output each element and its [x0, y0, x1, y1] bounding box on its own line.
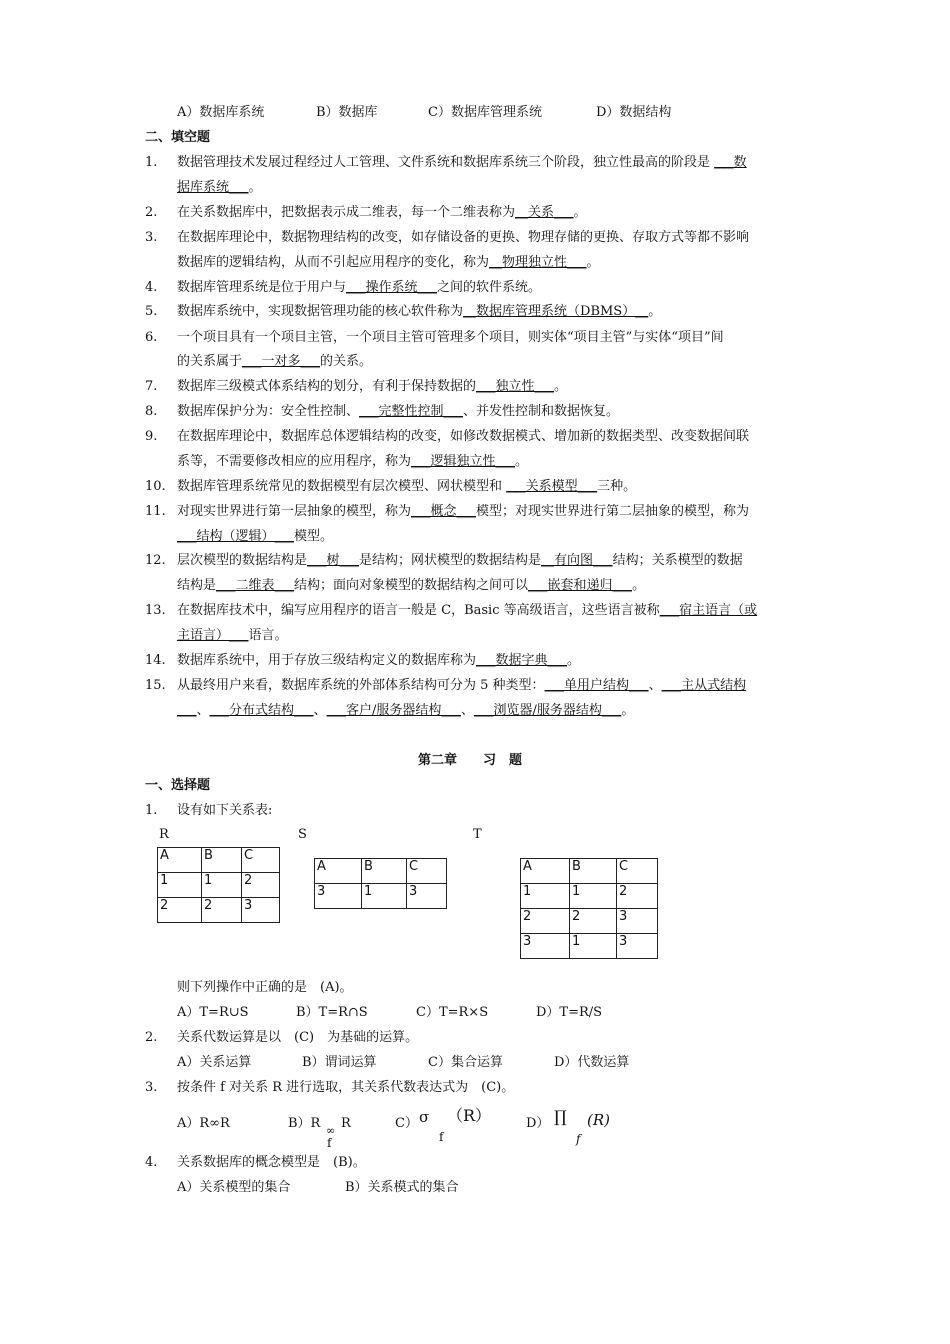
table-cell: 3	[521, 934, 570, 959]
join-symbol: ∞	[326, 1124, 336, 1137]
question-text: 设有如下关系表:	[177, 803, 273, 818]
item-text: 数据库的逻辑结构，从而不引起应用程序的变化，称为__物理独立性___。	[177, 255, 600, 270]
item-text: 数据库管理系统是位于用户与___操作系统___之间的软件系统。	[177, 280, 542, 295]
item-text: 在关系数据库中，把数据表示成二维表，每一个二维表称为__关系___。	[177, 205, 587, 220]
choice-heading: 一、选择题	[145, 778, 211, 793]
item-number: 4.	[145, 280, 158, 295]
option-c: C）	[395, 1116, 418, 1131]
item-number: 15.	[145, 678, 166, 693]
option-d: D）	[526, 1116, 550, 1131]
item-number: 10.	[145, 479, 166, 494]
option-b: B）数据库	[316, 105, 378, 120]
item-text: 从最终用户来看，数据库系统的外部体系结构可分为 5 种类型：___单用户结构___、___主从式结构	[177, 678, 747, 693]
table-cell: 2	[617, 884, 658, 909]
sigma-symbol: σ	[419, 1108, 430, 1126]
item-text: 数据库保护分为：安全性控制、___完整性控制___、并发性控制和数据恢复。	[177, 404, 620, 419]
option-d: D）代数运算	[554, 1055, 630, 1070]
fill-heading: 二、填空题	[145, 130, 211, 145]
item-text: 数据管理技术发展过程经过人工管理、文件系统和数据库系统三个阶段，独立性最高的阶段是 ___数	[177, 155, 747, 170]
item-number: 1.	[145, 155, 158, 170]
pi-symbol: ∏	[554, 1107, 567, 1126]
table-cell: B	[202, 848, 242, 873]
table-cell: 2	[242, 873, 280, 898]
table-cell: C	[242, 848, 280, 873]
table-cell: B	[570, 859, 617, 884]
table-cell: 3	[617, 909, 658, 934]
item-number: 3.	[145, 230, 158, 245]
item-number: 5.	[145, 304, 158, 319]
table-cell: 3	[407, 884, 447, 909]
item-text: 据库系统___。	[177, 180, 262, 195]
question-number: 1.	[145, 803, 158, 818]
item-text: 数据库系统中，实现数据管理功能的核心软件称为__数据库管理系统（DBMS）__。	[177, 304, 662, 319]
table-cell: 1	[521, 884, 570, 909]
item-number: 7.	[145, 379, 158, 394]
item-text: 在数据库理论中，数据物理结构的改变，如存储设备的更换、物理存储的更换、存取方式等都不影响	[177, 230, 750, 245]
table-cell: 3	[242, 898, 280, 923]
item-number: 11.	[145, 504, 166, 519]
option-b-r: R	[341, 1116, 351, 1131]
question-text: 关系数据库的概念模型是 (B)。	[177, 1155, 366, 1170]
item-text: 的关系属于___一对多___的关系。	[177, 354, 373, 369]
table-cell: 2	[202, 898, 242, 923]
item-text: 一个项目具有一个项目主管，一个项目主管可管理多个项目，则实体“项目主管”与实体“项目”间	[177, 330, 724, 345]
table-cell: C	[407, 859, 447, 884]
item-text: 系等，不需要修改相应的应用程序，称为___逻辑独立性___。	[177, 454, 529, 469]
relation-table-r	[157, 847, 280, 923]
table-cell: A	[158, 848, 202, 873]
item-text: ___、___分布式结构___、___客户/服务器结构___、___浏览器/服务器结构___。	[177, 703, 635, 718]
option-b: B）R	[288, 1116, 321, 1131]
table-cell: 1	[570, 884, 617, 909]
option-b: B）T=R∩S	[296, 1005, 368, 1020]
option-a: A）R∞R	[177, 1116, 230, 1131]
option-d: D）数据结构	[596, 105, 672, 120]
item-number: 12.	[145, 553, 166, 568]
item-text: 主语言）___语言。	[177, 628, 288, 643]
item-text: 对现实世界进行第一层抽象的模型，称为___概念___模型；对现实世界进行第二层抽象的模型，称为	[177, 504, 750, 519]
question-text: 按条件 f 对关系 R 进行选取，其关系代数表达式为 (C)。	[177, 1080, 515, 1095]
table-cell: 1	[570, 934, 617, 959]
relation-label-s: S	[298, 827, 307, 842]
item-text: 在数据库理论中，数据库总体逻辑结构的改变，如修改数据模式、增加新的数据类型、改变数据间联	[177, 429, 750, 444]
table-cell: 2	[158, 898, 202, 923]
option-a: A）关系运算	[177, 1055, 252, 1070]
table-cell: 3	[617, 934, 658, 959]
chapter-title: 第二章 习 题	[418, 753, 523, 768]
question-number: 2.	[145, 1030, 158, 1045]
table-cell: 1	[202, 873, 242, 898]
question-number: 4.	[145, 1155, 158, 1170]
question-number: 3.	[145, 1080, 158, 1095]
relation-table-t	[520, 858, 658, 959]
table-cell: 3	[315, 884, 362, 909]
option-a: A）T=R∪S	[177, 1005, 249, 1020]
option-c: C）集合运算	[428, 1055, 503, 1070]
relation-label-t: T	[473, 827, 482, 842]
option-c: C）T=R×S	[416, 1005, 489, 1020]
item-number: 13.	[145, 603, 166, 618]
subscript-f: f	[327, 1136, 332, 1150]
option-a: A）数据库系统	[177, 105, 265, 120]
relation-label-r: R	[159, 827, 169, 842]
item-text: ___结构（逻辑）___模型。	[177, 529, 334, 544]
table-cell: 1	[362, 884, 407, 909]
item-number: 14.	[145, 653, 166, 668]
option-c-r: （R）	[447, 1106, 492, 1125]
item-text: 层次模型的数据结构是___树___是结构；网状模型的数据结构是__有向图___结构；关系模型的数据	[177, 553, 743, 568]
item-number: 6.	[145, 330, 158, 345]
item-text: 结构是___二维表___结构；面向对象模型的数据结构之间可以___嵌套和递归___。	[177, 578, 646, 593]
table-cell: A	[315, 859, 362, 884]
item-number: 9.	[145, 429, 158, 444]
item-text: 数据库系统中，用于存放三级结构定义的数据库称为___数据字典___。	[177, 653, 581, 668]
table-cell: C	[617, 859, 658, 884]
table-cell: 2	[521, 909, 570, 934]
item-text: 数据库三级模式体系结构的划分，有利于保持数据的___独立性___。	[177, 379, 568, 394]
item-number: 8.	[145, 404, 158, 419]
subscript-f: f	[439, 1130, 444, 1144]
table-cell: 2	[570, 909, 617, 934]
option-c: C）数据库管理系统	[428, 105, 542, 120]
subscript-f: f	[576, 1132, 581, 1146]
table-cell: A	[521, 859, 570, 884]
option-b: B）谓词运算	[302, 1055, 377, 1070]
option-b: B）关系模式的集合	[345, 1180, 459, 1195]
item-text: 在数据库技术中，编写应用程序的语言一般是 C，Basic 等高级语言，这些语言被称___宿主语言（或	[177, 603, 758, 618]
option-a: A）关系模型的集合	[177, 1180, 291, 1195]
item-text: 数据库管理系统常见的数据模型有层次模型、网状模型和 ___关系模型___三种。	[177, 479, 637, 494]
relation-table-s	[314, 858, 447, 909]
option-d-r: (R)	[587, 1111, 610, 1129]
option-d: D）T=R/S	[536, 1005, 603, 1020]
question-text: 则下列操作中正确的是 (A)。	[177, 980, 353, 995]
question-text: 关系代数运算是以 (C) 为基础的运算。	[177, 1030, 419, 1045]
table-cell: 1	[158, 873, 202, 898]
item-number: 2.	[145, 205, 158, 220]
table-cell: B	[362, 859, 407, 884]
